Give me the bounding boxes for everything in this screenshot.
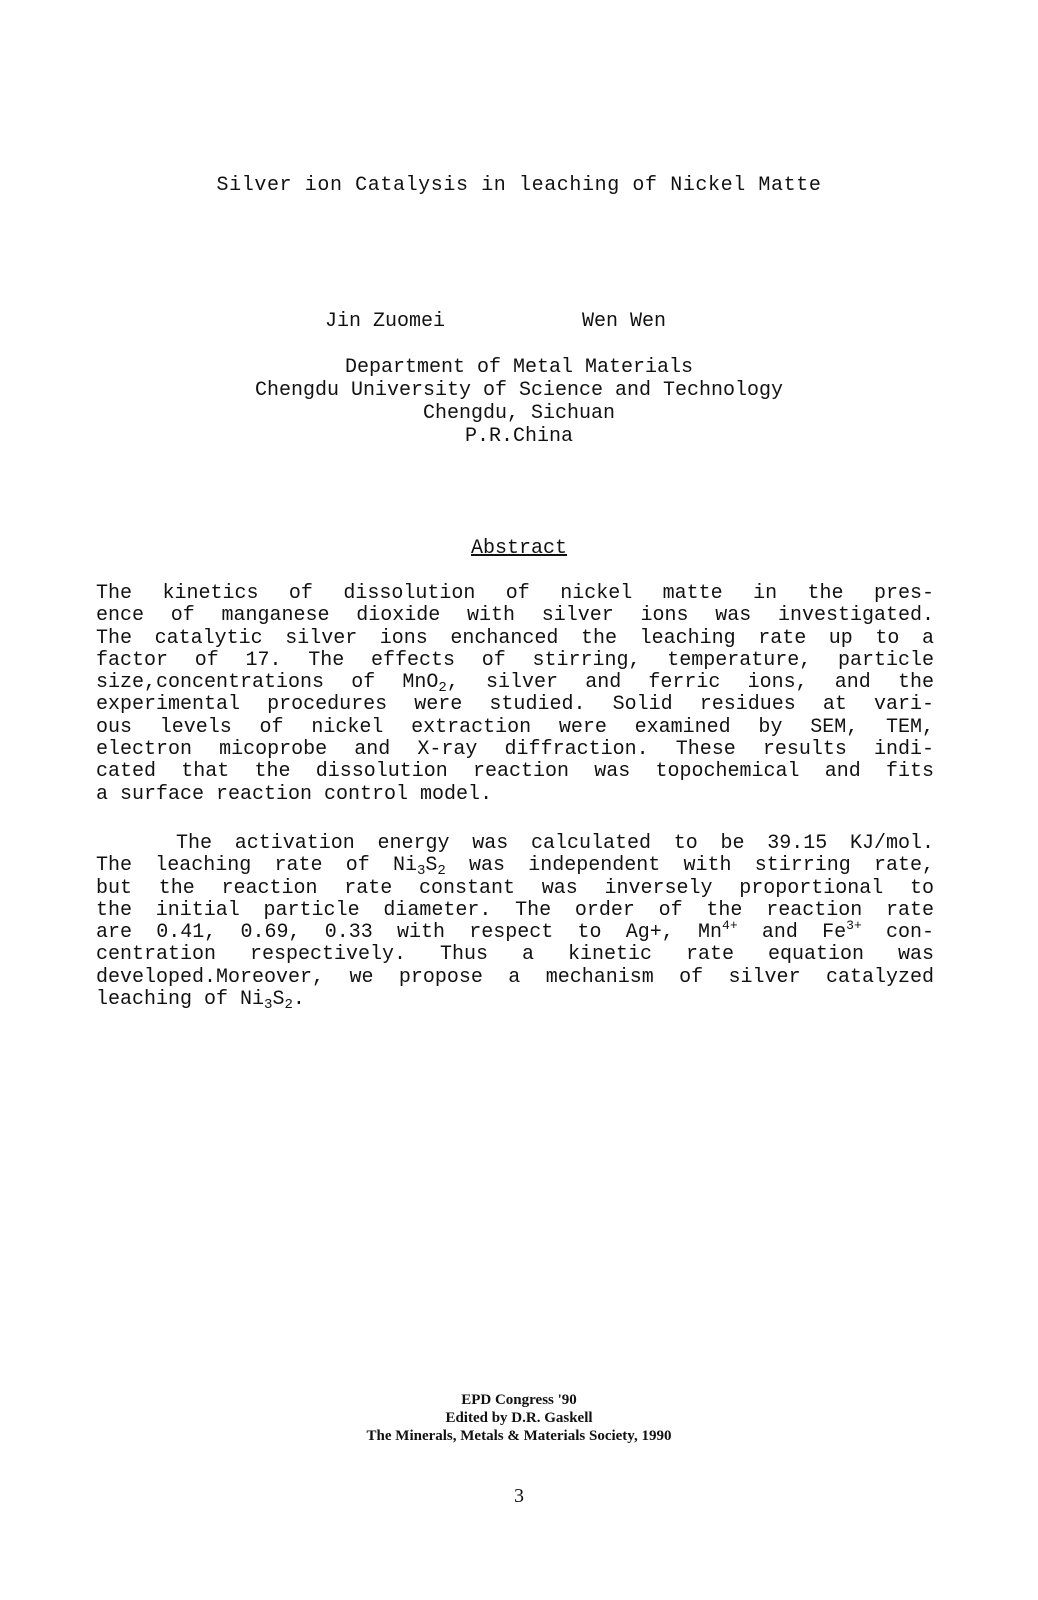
footer-congress: EPD Congress '90 (461, 1392, 577, 1408)
text-line: cated that the dissolution reaction was topochemical and fits (96, 760, 934, 784)
subscript: 2 (437, 863, 446, 880)
abstract-heading: Abstract (470, 537, 567, 560)
page-number: 3 (514, 1485, 524, 1507)
affiliation-university: Chengdu University of Science and Technology (254, 379, 784, 402)
text-line (96, 918, 935, 945)
footer-society: The Minerals, Metals & Materials Society, 1990 (366, 1428, 672, 1444)
subscript: 3 (416, 863, 426, 880)
text-line (96, 833, 934, 855)
text-line: centration respectively. Thus a kinetic rate equation was (96, 943, 934, 967)
abstract-paragraph-1 (96, 583, 934, 806)
text-line: the initial particle diameter. The order of the reaction rate (96, 898, 934, 922)
text-line: The kinetics of dissolution of nickel matte in the pres- (96, 582, 934, 605)
text-line: ence of manganese dioxide with silver ions was investigated. (96, 604, 934, 628)
affiliation-department: Department of Metal Materials (344, 356, 694, 379)
text-segment: and Fe (737, 921, 847, 945)
subscript: 2 (284, 997, 293, 1014)
text-line: factor of 17. The effects of stirring, temperature, particle (96, 648, 934, 672)
publication-footer (0, 1391, 1038, 1445)
subscript: 2 (438, 680, 447, 697)
text-line: a surface reaction control model. (96, 782, 493, 806)
text-segment: . (292, 988, 305, 1012)
paper-title: Silver ion Catalysis in leaching of Nickel Matte (216, 174, 822, 197)
superscript: 3+ (846, 918, 862, 934)
text-line (96, 854, 935, 880)
footer-editor: Edited by D.R. Gaskell (445, 1410, 593, 1426)
text-line: ous levels of nickel extraction were examined by SEM, TEM, (96, 715, 934, 739)
text-segment: are 0.41, 0.69, 0.33 with respect to Ag+, Mn (96, 921, 723, 945)
text-line: The catalytic silver ions enchanced the leaching rate up to a (96, 626, 934, 650)
text-line (96, 671, 934, 697)
subscript: 3 (264, 997, 273, 1014)
text-segment: S (425, 854, 438, 878)
text-line: electron micoprobe and X-ray diffraction. These results indi- (96, 738, 934, 762)
abstract-paragraph-2 (96, 832, 935, 1014)
text-segment: leaching of Ni (96, 988, 265, 1012)
text-segment: con- (861, 921, 935, 945)
superscript: 4+ (722, 918, 738, 934)
text-line (96, 988, 934, 1014)
text-line: experimental procedures were studied. Solid residues at vari- (96, 693, 934, 717)
text-segment: The leaching rate of Ni (96, 854, 417, 878)
text-segment: The activation energy was calculated to be 39.15 KJ/mol. (176, 832, 934, 855)
affiliation-city: Chengdu, Sichuan (422, 402, 616, 425)
author-name: Jin Zuomei (325, 310, 446, 333)
text-segment: size,concentrations of MnO (96, 671, 439, 695)
affiliation (0, 356, 1038, 448)
text-segment: was independent with stirring rate, (445, 854, 935, 878)
text-segment: S (272, 988, 285, 1012)
author-name: Wen Wen (582, 310, 667, 333)
text-line: developed.Moreover, we propose a mechanism of silver catalyzed (96, 965, 934, 989)
text-line: but the reaction rate constant was inversely proportional to (96, 876, 934, 900)
text-segment: , silver and ferric ions, and the (446, 671, 934, 695)
affiliation-country: P.R.China (464, 425, 574, 448)
